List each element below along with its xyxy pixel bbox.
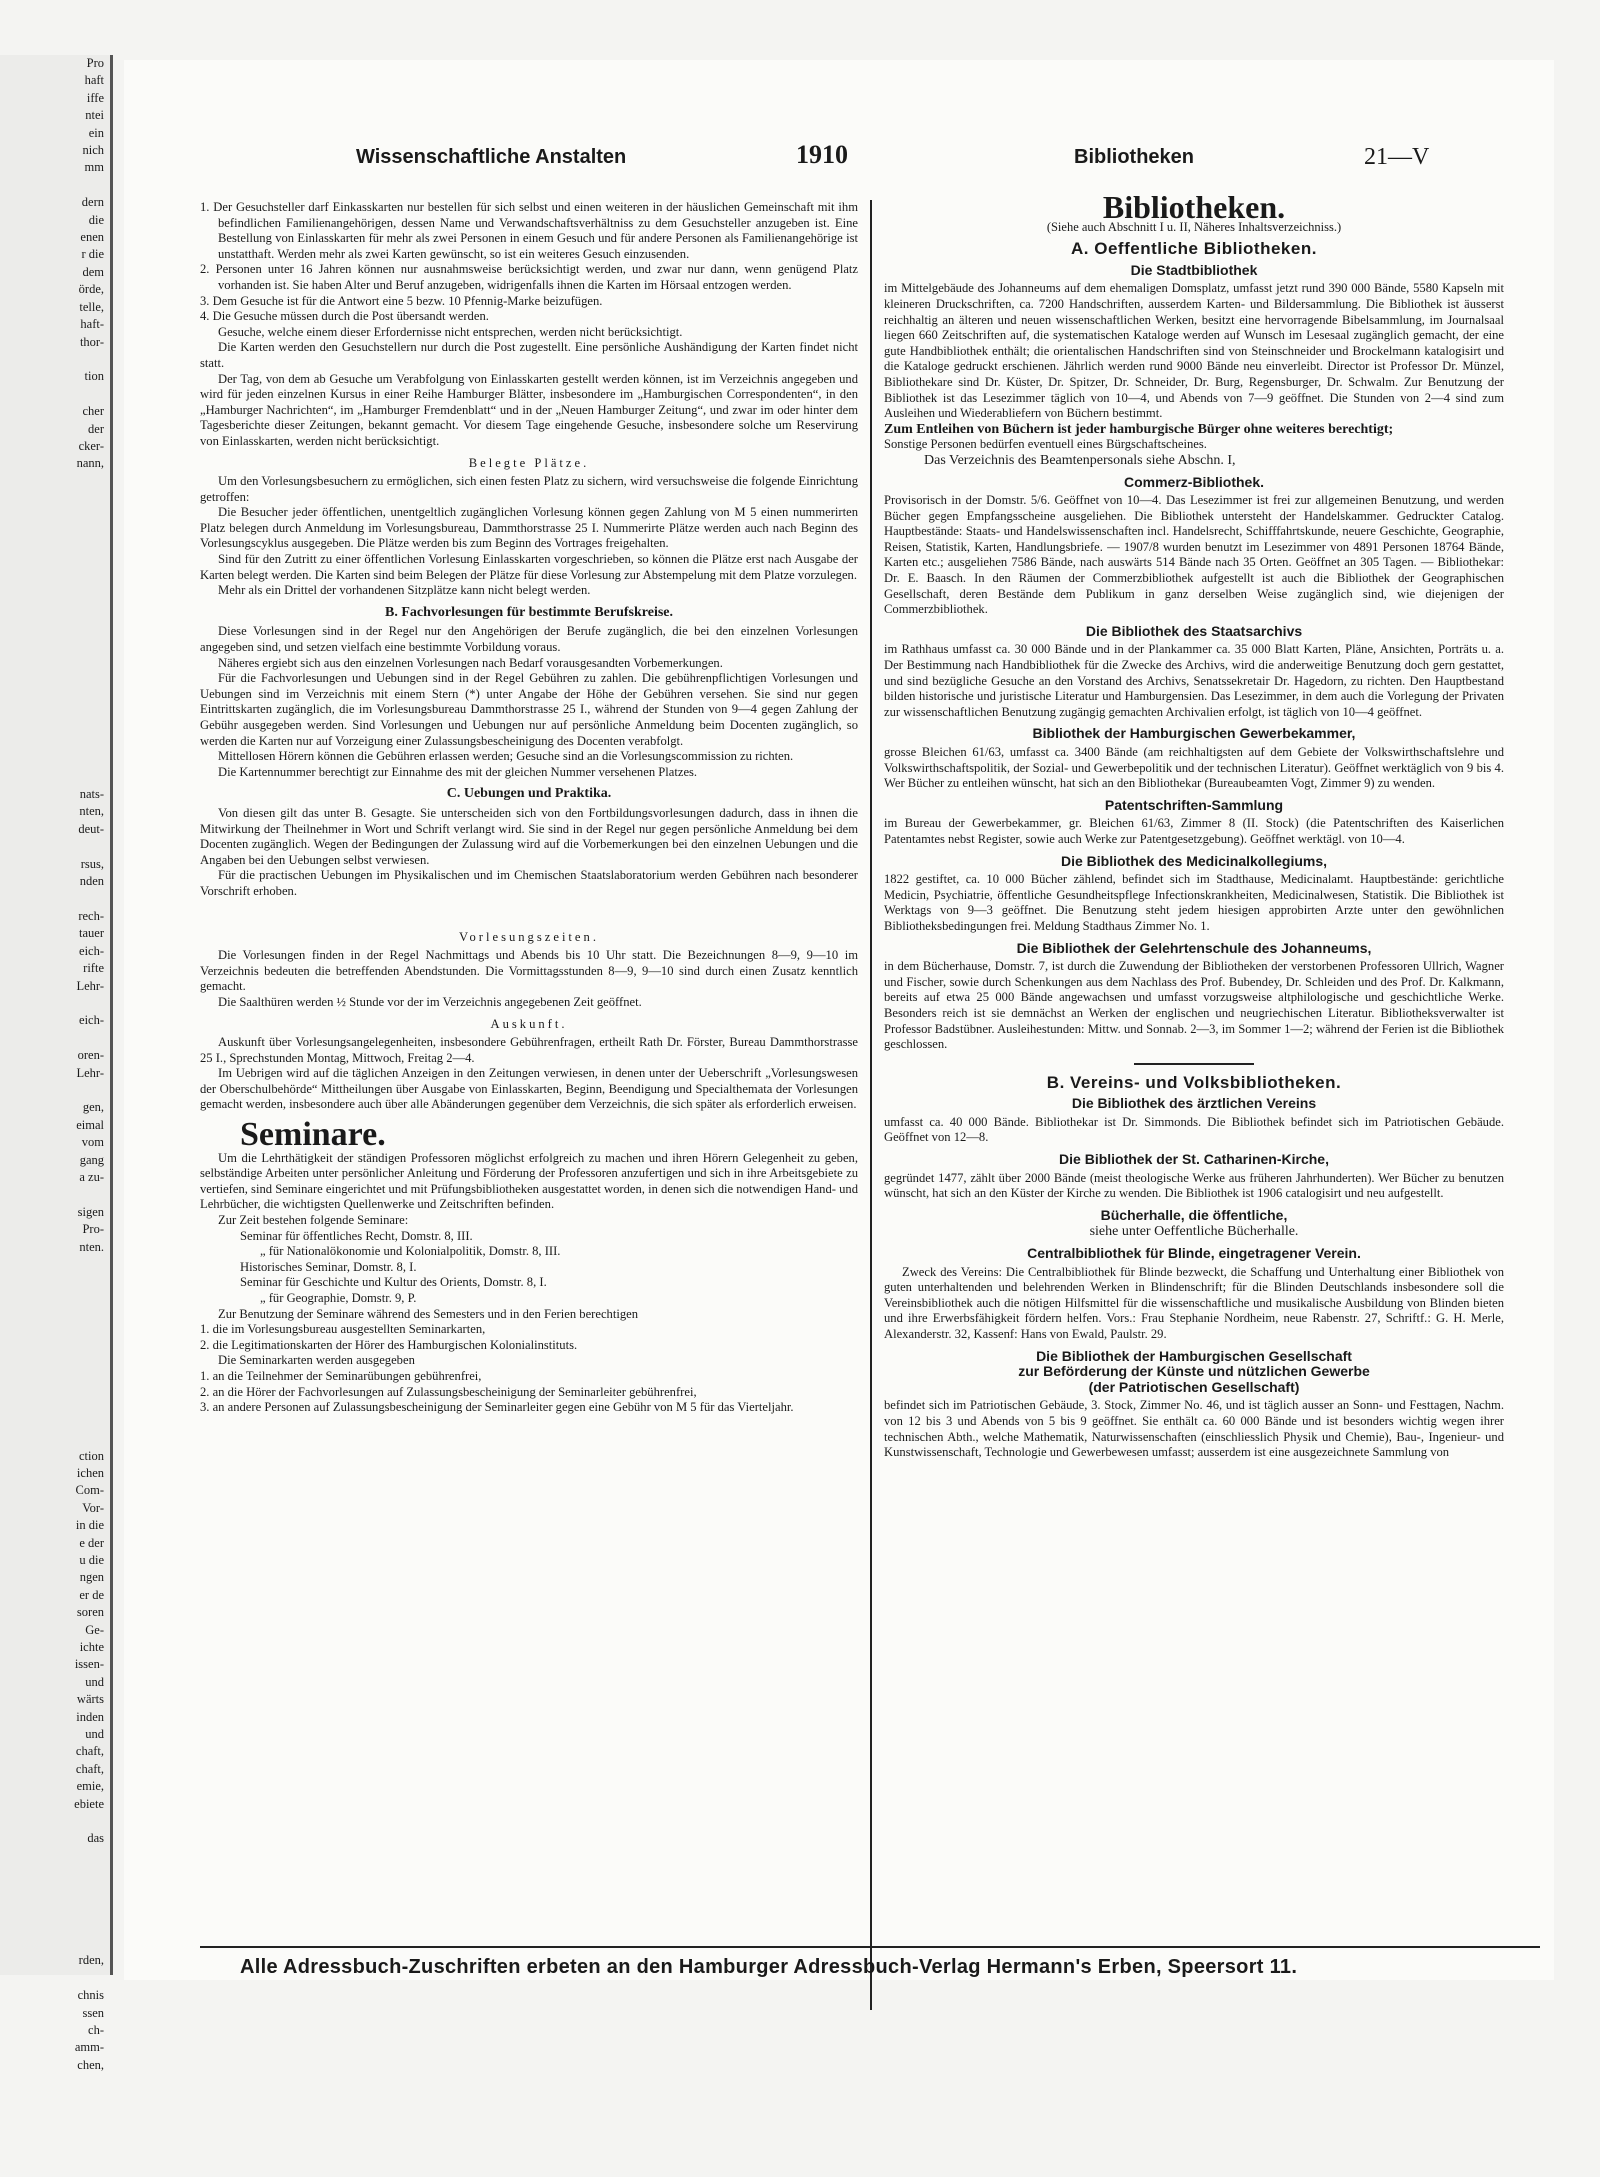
edge-fragment: emie, [76,1779,104,1794]
edge-fragment: nten. [79,1239,104,1254]
list-item: 2. die Legitimationskarten der Hörer des Hamburgischen Kolonialinstituts. [200,1337,578,1352]
edge-fragment [0,386,110,403]
edge-fragment: cher [82,404,104,419]
paragraph: Für die practischen Uebungen im Physikalischen und im Chemischen Staatslaboratorium werden Gebühren nach besonderer Vorschrift erhoben. [200,868,858,898]
edge-fragment [0,1935,110,1952]
edge-fragment: nten, [79,804,104,819]
edge-fragment: dern [81,195,104,210]
edge-fragment: er de [79,1587,104,1602]
list-item: Seminar für Geschichte und Kultur des Orients, Domstr. 8, I. [240,1275,547,1290]
edge-fragment [0,1030,110,1047]
paragraph: Die Kartennummer berechtigt zur Einnahme des mit der gleichen Nummer versehenen Platzes. [218,764,698,779]
edge-fragment: Pro [86,56,104,70]
edge-fragment: nats- [79,787,104,802]
edge-fragment [0,577,110,594]
edge-fragment: e der [79,1535,104,1550]
edge-fragment [0,612,110,629]
paragraph: Sind für den Zutritt zu einer öffentlichen Vorlesung Einlasskarten vorgeschrieben, so können die Plätze erst nach Ausgabe der Karten belegt werden. Die Karten sind beim Belegen der Plätze für diese Vorlesung zur Abstempelung mit dem Platze vorzulegen. [200,552,858,582]
edge-fragment [0,177,110,194]
edge-fragment: gang [79,1152,104,1167]
edge-fragment: nich [82,143,104,158]
paragraph: Zur Benutzung der Seminare während des Semesters und in den Ferien berechtigen [218,1306,639,1321]
entry-text: in dem Bücherhause, Domstr. 7, ist durch die Zuwendung der Bibliotheken der verstorbenen Professoren Ullrich, Wagner und Fischer, sowie durch Schenkungen aus dem Nachlass des Prof. Bubendey, Dr. Schleiden und des Prof. Dr. Kalkmann, bereits auf etwa 25 000 Bände angewachsen und umfasst vorzugsweise altphilologische und geschichtliche Werke. Besonders reich ist sie demnächst an Werken der englischen und neugriechischen Literatur. Bibliotheksverwalter ist Professor Badstübner. Ausleihestunden: Mittw. und Sonnab. 2—3, im Sommer 1—2; während der Ferien ist die Bibliothek geschlossen. [884,959,1504,1052]
edge-fragment: rech- [78,908,104,923]
edge-fragment: eich- [79,1013,104,1028]
edge-fragment: soren [76,1605,104,1620]
edge-fragment: a zu- [79,1170,104,1184]
entry-text: gegründet 1477, zählt über 2000 Bände (meist theologische Werke aus früheren Jahrhunderten). Wer Bücher zu benutzen wünscht, hat sich an den Küster der Kirche zu wenden. Die Bibliothek ist 1906 catalogisirt und neu aufgestellt. [884,1170,1504,1201]
entry-text: im Mittelgebäude des Johanneums auf dem ehemaligen Domsplatz, umfasst jetzt rund 390 000 Bände, 5580 Kapseln mit kleineren Druckschriften, ca. 7200 Handschriften, ausserdem Karten- und Bildersammlung. Die Bibliothek ist äusserst reichhaltig an älteren und neuen wissenschaftlichen Werken, besitzt eine hervorragende Bibelsammlung, im Journalsaal liegen 660 Zeitschriften auf, die systematischen Kataloge werden auf Wunsch im Lesesaal zugänglich gemacht, der eine gute Handbibliothek enthält; die orientalischen Handschriften sind von Steinschneider und Brockelmann katalogisirt und die Kataloge gedruckt erschienen. Jährlich werden rund 9000 Bände neu einverleibt. Director ist Professor Dr. Münzel, Bibliothekare sind Dr. Küster, Dr. Spitzer, Dr. Schneider, Dr. Burg, Regensburger, Dr. Schwalm. Zur Benutzung der Bibliothek ist das Lesezimmer täglich von 10—4, und Abends von 7—9 geöffnet. Die Stunden von 2—4 sind zum Ausleihen und Wiederabliefern von Büchern bestimmt. [884,281,1504,421]
edge-fragment: issen- [74,1657,104,1672]
edge-fragment [0,838,110,855]
list-item: 2. an die Hörer der Fachvorlesungen auf Zulassungsbescheinigung der Seminarleiter gebührenfrei, [200,1384,697,1399]
edge-fragment [0,508,110,525]
edge-fragment: thor- [79,334,104,349]
edge-fragment: vom [81,1135,104,1150]
edge-fragment: deut- [78,821,104,836]
cross-reference-note: (Siehe auch Abschnitt I u. II, Näheres Inhaltsverzeichniss.) [1046,219,1342,234]
edge-fragment [0,595,110,612]
bibliotheken-heading: Bibliotheken. [1102,189,1286,225]
edge-fragment: amm- [74,2040,104,2055]
entry-title-stadtbibliothek: Die Stadtbibliothek [1130,261,1258,278]
entry-text: im Rathhaus umfasst ca. 30 000 Bände und in der Plankammer ca. 35 000 Blatt Karten, Pläne, Ansichten, Porträts u. a. Der Bestimmung nach Handbibliothek für die Zwecke des Archivs, wird die anderweitige Benutzung doch gern gestattet, und sind bezügliche Gesuche an den Vorstand des Archivs, Senatssekretair Dr. Hagedorn, zu richten. Den Hauptbestand bilden historische und juristische Literatur und Hamburgensien. Das Lesezimmer, in dem auch die Vorlegung der Privaten zur wissenschaftlichen Benutzung zugängig gemachten Archivalien erfolgt, ist täglich von 10—4 geöffnet. [884,642,1504,719]
edge-fragment [0,1900,110,1917]
edge-fragment [0,1291,110,1308]
paragraph: Diese Vorlesungen sind in der Regel nur den Angehörigen der Berufe zugänglich, die bei den einzelnen Vorlesungen angegeben sind, und setzen vielfach eine bestimmte Vorbildung voraus. [200,624,858,655]
edge-fragment: eich- [79,943,104,958]
entry-title-aerztlicher-verein: Die Bibliothek des ärztlichen Vereins [1071,1095,1317,1112]
paragraph: Die Vorlesungen finden in der Regel Nachmittags und Abends bis 10 Uhr statt. Die Bezeichnungen 8—9, 9—10 im Verzeichnis bedeuten die betreffenden Abendstunden. Die Vormittagsstunden 8—9, 9—10 sind durch einen Zusatz kenntlich gemacht. [200,948,858,994]
edge-fragment: chaft, [75,1744,104,1759]
edge-fragment: das [87,1831,104,1846]
edge-fragment [0,891,110,908]
entry-title-patriotische-3: (der Patriotischen Gesellschaft) [1088,1378,1300,1395]
paragraph: Zur Zeit bestehen folgende Seminare: [218,1213,409,1228]
edge-fragment [0,769,110,786]
section-rule [1134,1063,1254,1065]
section-heading-a: A. Oeffentliche Bibliotheken. [1071,239,1317,259]
edge-fragment: telle, [79,299,104,314]
edge-fragment [0,699,110,716]
section-heading-b: B. Fachvorlesungen für bestimmte Berufskreise. [384,604,673,620]
edge-fragment [0,1308,110,1325]
entry-title-patentschriften: Patentschriften-Sammlung [1104,796,1284,813]
edge-fragment: die [88,212,104,227]
list-item: „ für Nationalökonomie und Kolonialpolitik, Domstr. 8, III. [260,1244,561,1259]
edge-fragment: in die [75,1518,104,1533]
edge-fragment [0,1848,110,1865]
entry-see-also: siehe unter Oeffentliche Bücherhalle. [1089,1224,1299,1240]
edge-fragment: rifte [83,961,104,976]
paragraph: Um die Lehrthätigkeit der ständigen Professoren möglichst erfolgreich zu machen und ihren Hörern Gelegenheit zu geben, selbständige Arbeiten unter persönlicher Anleitung und Förderung der Professoren anzufertigen und sich in ihre Arbeitsgebiete zu vertiefen, sind Seminare eingerichtet und mit Prüfungsbibliotheken ausgestattet worden, in denen sich die notwendigen Hand- und Lehrbücher, die wichtigsten Quellenwerke und Zeitschriften befinden. [200,1150,858,1212]
edge-fragment: ngen [79,1570,104,1585]
paragraph: Mehr als ein Drittel der vorhandenen Sitzplätze kann nicht belegt werden. [218,583,591,598]
list-item: 1. an die Teilnehmer der Seminarübungen gebührenfrei, [200,1368,482,1383]
edge-fragment [0,351,110,368]
edge-fragment: ichte [79,1639,104,1654]
entry-title-medicinalkollegium: Die Bibliothek des Medicinalkollegiums, [1060,852,1328,869]
edge-fragment: rden, [78,1953,104,1968]
entry-title-buecherhalle: Bücherhalle, die öffentliche, [1100,1206,1288,1223]
paragraph: Für die Fachvorlesungen und Uebungen sind in der Regel Gebühren zu zahlen. Die gebührenpflichtigen Vorlesungen und Uebungen sind im Verzeichnis mit einem Stern (*) unter Angabe der Höhe der Gebühren versehen. Sie sind nur gegen Eintrittskarten zugänglich, die im Vorlesungsbureau Dammthorstrasse 25 I., während der Stunden von 9—4 gegen Zahlung der Gebühr ausgegeben werden. Sind Vorlesungen und Uebungen nur auf persönliche Anmeldung beim Docenten zugänglich, so werden die Karten nur auf Vorzeigung einer Zulassungsbescheinigung des Docenten verabfolgt. [200,671,858,748]
entry-text: 1822 gestiftet, ca. 10 000 Bücher zählend, befindet sich im Stadthause, Medicinalamt. Hauptbestände: gerichtliche Medicin, Psychiatrie, öffentliche Gesundheitspflege Infectionskrankheiten, Medicinalwesen, Statistik. Die Bibliothek ist Werktags von 9—3 geöffnet. Die Benutzung steht jedem hiesigen approbirten Arzte unter den gewöhnlichen Bibliotheksbedingungen frei. Meldung Stadthaus Zimmer No. 1. [884,872,1504,933]
subheading-auskunft: Auskunft. [490,1016,568,1031]
edge-fragment: gen, [82,1100,104,1115]
edge-fragment [0,1917,110,1934]
entry-title-johanneum: Die Bibliothek der Gelehrtenschule des Johanneums, [1016,939,1372,956]
paragraph: Die Seminarkarten werden ausgegeben [218,1353,415,1368]
paragraph: Von diesen gilt das unter B. Gesagte. Sie unterscheiden sich von den Fortbildungsvorlesungen dadurch, dass in ihnen die Mitwirkung der Theilnehmer in Wort und Schrift verlangt wird. Sie sind in der Regel nur gegen persönliche Anmeldung bei dem Docenten zugänglich. Wegen der Bedingungen der Zulassung wird auf die Vorbemerkungen bei den einzelnen Uebungen und die Angaben bei den Uebungen selbst verwiesen. [200,805,858,867]
paragraph: Die Besucher jeder öffentlichen, unentgeltlich zugänglichen Vorlesung können gegen Zahlung von M 5 einen nummerirten Platz belegen durch Anmeldung im Vorlesungsbureau, Dammthorstrasse 25 I. Nummerirte Plätze werden auch nach Beginn des Vorlesungscyklus ausgegeben. Die Plätze werden bis zum Beginn des Vortrages freigehalten. [200,505,858,551]
paragraph: Näheres ergiebt sich aus den einzelnen Vorlesungen nach Bedarf vorausgesandten Vorbemerkungen. [218,655,723,670]
list-item: Seminar für öffentliches Recht, Domstr. 8, III. [240,1228,473,1243]
edge-fragment [0,1413,110,1430]
running-header [124,140,1554,184]
paragraph: Um den Vorlesungsbesuchern zu ermöglichen, sich einen festen Platz zu sichern, wird versuchsweise die folgende Einrichtung getroffen: [200,474,858,504]
list-item: Historisches Seminar, Domstr. 8, I. [240,1259,417,1274]
entry-emphasis: Zum Entleihen von Büchern ist jeder hamburgische Bürger ohne weiteres berechtigt; [884,421,1394,437]
edge-fragment: und [85,1727,104,1741]
edge-fragment [0,490,110,507]
edge-fragment: ebiete [74,1796,104,1811]
edge-fragment [0,1865,110,1882]
entry-title-patriotische-2: zur Beförderung der Künste und nützlichen Gewerbe [1018,1363,1370,1380]
list-item: „ für Geographie, Domstr. 9, P. [260,1291,417,1305]
list-item: 1. Der Gesuchsteller darf Einkasskarten nur bestellen für sich selbst und einen weiteren in der häuslichen Gemeinschaft mit ihm befindlichen Familienangehörigen, dessen Name und Verwandschaftsverhältniss zu dem Gesuchsteller anzugeben ist. Eine Bestellung von Einlasskarten für mehr als zwei Personen in einem Gesuch und für andere Personen als Familienangehörige ist unstatthaft. Werden mehr als zwei Karten gewünscht, so ist ein weiteres Gesuch einzusenden. [200,200,858,261]
edge-fragment: nden [79,874,104,889]
edge-fragment: nann, [76,456,104,471]
edge-fragment [0,1186,110,1203]
list-item: 3. Dem Gesuche ist für die Antwort eine 5 bezw. 10 Pfennig-Marke beizufügen. [200,293,603,308]
paragraph: Mittellosen Hörern können die Gebühren erlassen werden; Gesuche sind an die Vorlesungscommission zu richten. [218,749,794,764]
edge-fragment: ssen [82,2005,104,2020]
edge-fragment: u die [79,1552,104,1567]
section-heading-b-right: B. Vereins- und Volksbibliotheken. [1046,1072,1342,1092]
edge-fragment [0,682,110,699]
edge-fragment [0,525,110,542]
entry-text: umfasst ca. 40 000 Bände. Bibliothekar ist Dr. Simmonds. Die Bibliothek befindet sich im Patriotischen Gebäude. Geöffnet von 12—8. [884,1114,1504,1145]
entry-title-patriotische-1: Die Bibliothek der Hamburgischen Gesellschaft [1036,1347,1352,1364]
edge-fragment: Lehr- [76,1065,104,1080]
edge-fragment: wärts [76,1692,104,1707]
paragraph: Auskunft über Vorlesungsangelegenheiten, insbesondere Gebührenfragen, ertheilt Rath Dr. Förster, Bureau Dammthorstrasse 25 I., Sprechstunden Montag, Mittwoch, Freitag 2—4. [200,1035,858,1065]
edge-fragment [0,1326,110,1343]
edge-fragment: ichen [76,1465,104,1480]
edge-fragment: Com- [75,1483,104,1498]
edge-fragment: tauer [79,926,104,941]
document-page [124,60,1554,1980]
seminar-list [200,1229,858,1307]
entry-text: Provisorisch in der Domstr. 5/6. Geöffnet von 10—4. Das Lesezimmer ist frei zur allgemeinen Benutzung, und werden Bücher gegen Empfangsscheine ausgeliehen. Die Bibliothek untersteht der Handelskammer. Gedruckter Catalog. Hauptbestände: Staats- und Handelswissenschaften incl. Handelsrecht, Schifffahrtskunde, neuere Geschichte, Geographie, Reisen, Statistik, Karten, Handlungsbriefe. — 1907/8 wurden benutzt im Lesezimmer von 4891 Personen 18764 Bände, Karten etc.; ausgeliehen 7586 Bände, nach auswärts 514 Bände nach 35 Orten. Geöffnet an 305 Tagen. — Bibliothekar: Dr. E. Baasch. In den Räumen der Commerzbibliothek aufgestellt ist auch die Bibliothek der Geographischen Gesellschaft, deren Bestände dem Publikum in ganz derselben Weise zugänglich sind, wie diejenigen der Commerzbibliothek. [884,493,1504,617]
edge-fragment: Vor- [82,1500,104,1515]
edge-fragment [0,716,110,733]
edge-fragment: sigen [77,1204,104,1219]
edge-fragment: cker- [78,438,104,453]
edge-fragment [0,542,110,559]
edge-fragment [0,1378,110,1395]
entry-text: im Bureau der Gewerbekammer, gr. Bleichen 61/63, Zimmer 8 (II. Stock) (die Patentschriften des Kaiserlichen Patentamtes nebst Register, sowie auch Werke zur Patentgesetzgebung). Geöffnet werktägl. von 10—4. [884,816,1504,846]
edge-fragment: chen, [77,2057,104,2072]
list-item: 3. an andere Personen auf Zulassungsbescheinigung der Seminarleiter gegen eine Gebühr von M 5 für das Vierteljahr. [200,1400,794,1415]
seminare-heading: Seminare. [240,1116,386,1154]
edge-fragment [0,1813,110,1830]
edge-fragment: tion [84,369,104,384]
paragraph: Der Tag, von dem ab Gesuche um Verabfolgung von Einlasskarten gestellt werden können, ist im Verzeichnis angegeben und wird für jeden einzelnen Kursus in einer Reihe Hamburger Blätter, insbesondere im „Hamburgischen Correspondenten“, in den „Hamburger Nachrichten“, im „Hamburger Fremdenblatt“ und in der „Neuen Hamburger Zeitung“, und zwar im oder hinter dem Tagesberichte dieser Zeitungen, bekannt gemacht. Vor diesem Tage eingehende Gesuche, insbesondere solche um Reservirung von Einlasskarten, werden nicht berücksichtigt. [200,371,858,448]
edge-fragment [0,629,110,646]
edge-fragment: iffe [86,90,104,105]
edge-fragment: haft- [80,317,104,332]
entry-title-commerz: Commerz-Bibliothek. [1123,473,1264,490]
edge-fragment [0,1395,110,1412]
edge-fragment: eimal [76,1117,104,1132]
edge-fragment: r die [81,247,104,262]
left-column [200,200,858,1416]
edge-fragment [0,1430,110,1447]
entry-text: befindet sich im Patriotischen Gebäude, 3. Stock, Zimmer No. 46, und ist täglich ausser an Sonn- und Festtagen, Nachm. von 12 bis 3 und Abends von 5 bis 9 geöffnet. Sie enthält ca. 60 000 Bände und ist besonders wichtig wegen ihrer technischen Abth., welche Mathematik, Naturwissenschaften (einschliesslich Physik und Chemie), Bau-, Ingenieur- und Kunstwissenschaft, Technologie und Gewerbewesen umfasst; ausserdem ist eine ausgezeichnete Sammlung von [884,1398,1504,1460]
footer-rule [200,1946,1540,1948]
entry-title-gewerbekammer: Bibliothek der Hamburgischen Gewerbekammer, [1032,725,1356,742]
edge-fragment: ntei [85,108,104,123]
edge-fragment [0,1256,110,1273]
edge-fragment: chnis [77,1988,104,2003]
edge-fragment [0,560,110,577]
edge-fragment [0,995,110,1012]
list-item: 1. die im Vorlesungsbureau ausgestellten Seminarkarten, [200,1322,486,1337]
paragraph: Gesuche, welche einem dieser Erfordernisse nicht entsprechen, werden nicht berücksichtigt. [218,324,683,339]
entry-text: Sonstige Personen bedürfen eventuell eines Bürgschaftscheines. [884,437,1207,452]
entry-text: Zweck des Vereins: Die Centralbibliothek für Blinde bezweckt, die Schaffung und Unterhaltung einer Bibliothek von guten unterhaltenden und belehrenden Werken in Blindenschrift; für die Blinden Deutschlands insbesondere soll die Vereinsbibliothek auch die nötigen Hilfsmittel für die wissenschaftliche und musikalische Ausbildung von Blinden bieten und ihre Erwerbsfähigkeit fördern helfen. Vors.: Frau Stephanie Nordheim, neue Rabenstr. 27, Schriftf.: G. H. Merle, Alexanderstr. 32, Kassenf: Hans von Ewald, Paulstr. 29. [884,1264,1504,1341]
column-divider [870,200,872,2010]
edge-fragment: enen [80,230,104,245]
edge-fragment [0,647,110,664]
edge-fragment: oren- [77,1048,104,1063]
header-year: 1910 [796,140,848,169]
edge-fragment [0,1273,110,1290]
entry-title-blinde: Centralbibliothek für Blinde, eingetragener Verein. [1027,1245,1361,1262]
edge-fragment [0,1970,110,1987]
entry-text: grosse Bleichen 61/63, umfasst ca. 3400 Bände (am reichhaltigsten auf dem Gebiete der Volkswirthschaftslehre und Volkswirthschaftspolitik, der Sozial- und Gewerbepolitik und der technischen Literatur). Geöffnet werktäglich von 9 bis 4. Wer Bücher zu entleihen wünscht, hat sich an den Bibliothekar (Bureaubeamten Vogt, Zimmer 9) zu wenden. [884,745,1504,791]
edge-fragment [0,664,110,681]
header-section-title: Wissenschaftliche Anstalten [356,146,627,168]
edge-fragment: rsus, [80,856,104,871]
edge-fragment: und [85,1674,104,1689]
publisher-footer: Alle Adressbuch-Zuschriften erbeten an den Hamburger Adressbuch-Verlag Hermann's Erben, Speersort 11. [240,1956,1298,1978]
subheading-vorlesungszeiten: Vorlesungszeiten. [459,929,599,944]
right-column [884,189,1504,1461]
subheading-belegte-plaetze: Belegte Plätze. [468,455,590,470]
section-heading-c: C. Uebungen und Praktika. [446,786,612,802]
edge-fragment: Ge- [85,1622,104,1637]
edge-fragment [0,1360,110,1377]
edge-fragment: chaft, [75,1761,104,1776]
edge-fragment: ein [88,125,104,140]
paragraph: Die Saalthüren werden ½ Stunde vor der im Verzeichnis angegebenen Zeit geöffnet. [218,994,642,1009]
entry-reference: Das Verzeichnis des Beamtenpersonals siehe Abschn. I, [924,452,1236,468]
edge-fragment: Lehr- [76,978,104,993]
application-rules-list [200,200,858,325]
edge-fragment [0,1343,110,1360]
entry-title-staatsarchiv: Die Bibliothek des Staatsarchivs [1085,622,1303,639]
edge-fragment: örde, [78,282,104,297]
edge-fragment: dem [82,264,104,279]
edge-fragment [0,751,110,768]
page-number: 21—V [1364,144,1430,170]
edge-fragment: inden [76,1709,104,1724]
adjacent-page-edge [0,55,113,2072]
edge-fragment: der [88,421,104,436]
edge-fragment: haft [84,73,104,88]
edge-fragment [0,1082,110,1099]
edge-fragment: Pro- [82,1222,104,1237]
edge-fragment [0,1883,110,1900]
header-chapter-title: Bibliotheken [1074,146,1195,168]
edge-fragment [0,473,110,490]
edge-fragment: ction [79,1448,104,1463]
paragraph: Die Karten werden den Gesuchstellern nur durch die Post zugestellt. Eine persönliche Aushändigung der Karten findet nicht statt. [200,340,858,370]
edge-fragment: mm [84,160,104,175]
paragraph: Im Uebrigen wird auf die täglichen Anzeigen in den Zeitungen verwiesen, in denen unter der Ueberschrift „Vorlesungswesen der Oberschulbehörde“ Mittheilungen über Ausgabe von Einlasskarten, Beginn, Beendigung und Specialthemata der Vorlesungen gemacht werden, insbesondere auch über alle Abänderungen gegenüber dem Verzeichnis, die sich später als erforderlich erweisen. [200,1066,858,1112]
list-item: 4. Die Gesuche müssen durch die Post übersandt werden. [200,309,489,324]
list-item: 2. Personen unter 16 Jahren können nur ausnahmsweise berücksichtigt werden, und zwar nur dann, wenn genügend Platz vorhanden ist. Sie haben Alter und Beruf anzugeben, widrigenfalls ihnen die Karten im Hörsaal entzogen werden. [200,262,858,292]
entry-title-catharinen: Die Bibliothek der St. Catharinen-Kirche, [1059,1151,1329,1168]
edge-fragment [0,734,110,751]
edge-fragment: ch- [88,2022,104,2037]
